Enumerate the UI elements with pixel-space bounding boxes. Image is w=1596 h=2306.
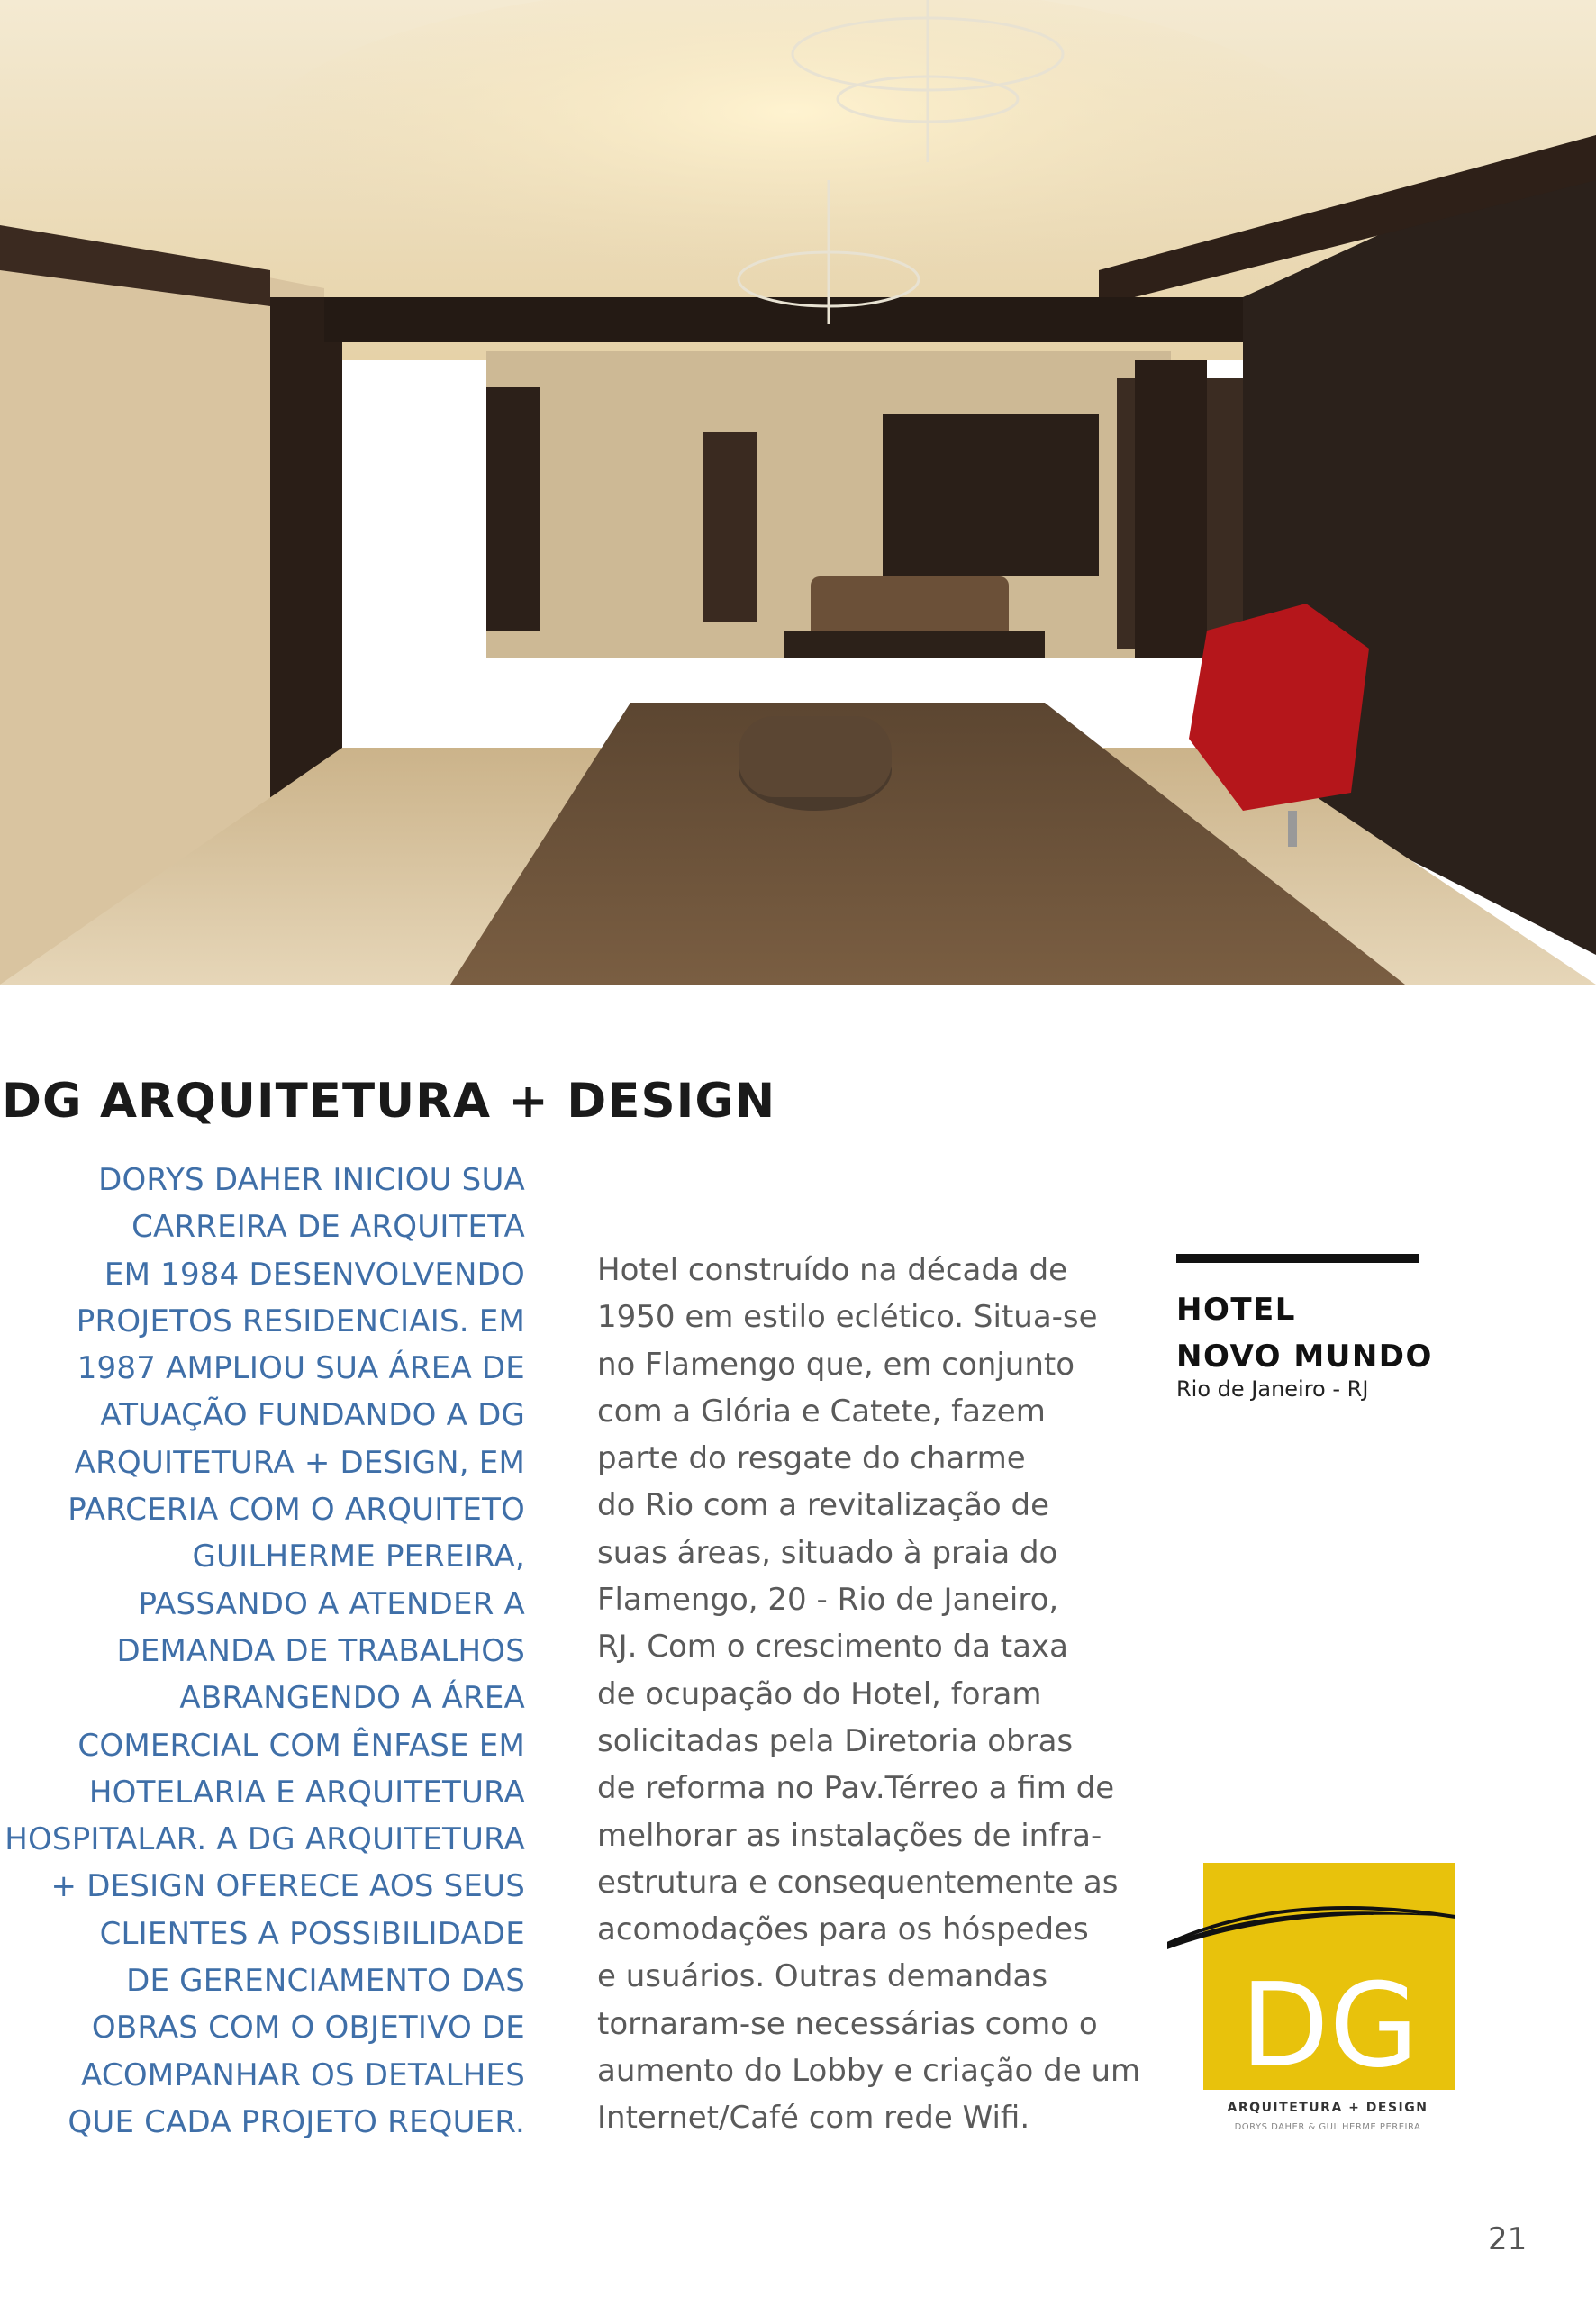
logo-letters: DG	[1240, 1959, 1419, 2093]
body-line: Hotel construído na década de	[597, 1252, 1068, 1288]
body-line: 1950 em estilo eclético. Situa-se	[597, 1299, 1098, 1336]
body-line: melhorar as instalações de infra-	[597, 1817, 1102, 1854]
intro-line: COMERCIAL COM ÊNFASE EM	[77, 1727, 525, 1764]
hotel-name	[1176, 1286, 1433, 1380]
body-line: no Flamengo que, em conjunto	[597, 1346, 1075, 1383]
hotel-divider	[1176, 1254, 1419, 1263]
intro-line: GUILHERME PEREIRA,	[192, 1539, 525, 1575]
body-line: de ocupação do Hotel, foram	[597, 1675, 1042, 1712]
body-line: do Rio com a revitalização de	[597, 1487, 1050, 1524]
intro-line: CLIENTES A POSSIBILIDADE	[99, 1915, 525, 1952]
intro-line: ARQUITETURA + DESIGN, EM	[74, 1444, 525, 1481]
body-line: tornaram-se necessárias como o	[597, 2005, 1098, 2042]
hotel-description	[597, 1247, 1141, 2142]
intro-line: PARCERIA COM O ARQUITETO	[68, 1492, 525, 1529]
hotel-name-line: HOTEL	[1176, 1292, 1296, 1328]
logo-tagline: ARQUITETURA + DESIGN	[1227, 2101, 1428, 2115]
page-heading: DG ARQUITETURA + DESIGN	[2, 1074, 776, 1129]
intro-line: DE GERENCIAMENTO DAS	[126, 1963, 525, 2000]
body-line: Internet/Café com rede Wifi.	[597, 2100, 1030, 2137]
body-line: acomodações para os hóspedes	[597, 1911, 1089, 1948]
page-number: 21	[1488, 2221, 1528, 2257]
body-line: de reforma no Pav.Térreo a fim de	[597, 1770, 1115, 1807]
intro-line: CARREIRA DE ARQUITETA	[131, 1209, 525, 1246]
hotel-name-line: NOVO MUNDO	[1176, 1339, 1433, 1375]
logo-names: DORYS DAHER & GUILHERME PEREIRA	[1234, 2122, 1421, 2132]
dg-logo	[1167, 1863, 1455, 2135]
intro-line: DORYS DAHER INICIOU SUA	[98, 1162, 525, 1198]
body-line: parte do resgate do charme	[597, 1440, 1026, 1477]
intro-line: ACOMPANHAR OS DETALHES	[81, 2056, 525, 2093]
intro-line: + DESIGN OFERECE AOS SEUS	[50, 1868, 525, 1905]
hotel-lobby-photo	[0, 0, 1596, 985]
intro-line: ATUAÇÃO FUNDANDO A DG	[100, 1397, 525, 1434]
hotel-location: Rio de Janeiro - RJ	[1176, 1376, 1369, 1402]
intro-line: HOSPITALAR. A DG ARQUITETURA	[5, 1821, 525, 1858]
intro-line: ABRANGENDO A ÁREA	[179, 1680, 525, 1717]
body-line: estrutura e consequentemente as	[597, 1864, 1119, 1901]
intro-line: PASSANDO A ATENDER A	[138, 1585, 525, 1622]
intro-paragraph	[0, 1157, 525, 2146]
body-line: solicitadas pela Diretoria obras	[597, 1722, 1074, 1759]
intro-line: PROJETOS RESIDENCIAIS. EM	[76, 1303, 525, 1339]
body-line: aumento do Lobby e criação de um	[597, 2053, 1141, 2090]
intro-line: OBRAS COM O OBJETIVO DE	[91, 2010, 525, 2047]
body-line: suas áreas, situado à praia do	[597, 1534, 1058, 1571]
body-line: RJ. Com o crescimento da taxa	[597, 1629, 1068, 1666]
body-line: Flamengo, 20 - Rio de Janeiro,	[597, 1582, 1059, 1619]
intro-line: DEMANDA DE TRABALHOS	[116, 1632, 525, 1669]
intro-line: HOTELARIA E ARQUITETURA	[88, 1774, 525, 1811]
body-line: e usuários. Outras demandas	[597, 1958, 1048, 1995]
body-line: com a Glória e Catete, fazem	[597, 1393, 1046, 1430]
intro-line: 1987 AMPLIOU SUA ÁREA DE	[77, 1350, 525, 1387]
intro-line: EM 1984 DESENVOLVENDO	[104, 1256, 525, 1293]
intro-line: QUE CADA PROJETO REQUER.	[68, 2103, 525, 2140]
